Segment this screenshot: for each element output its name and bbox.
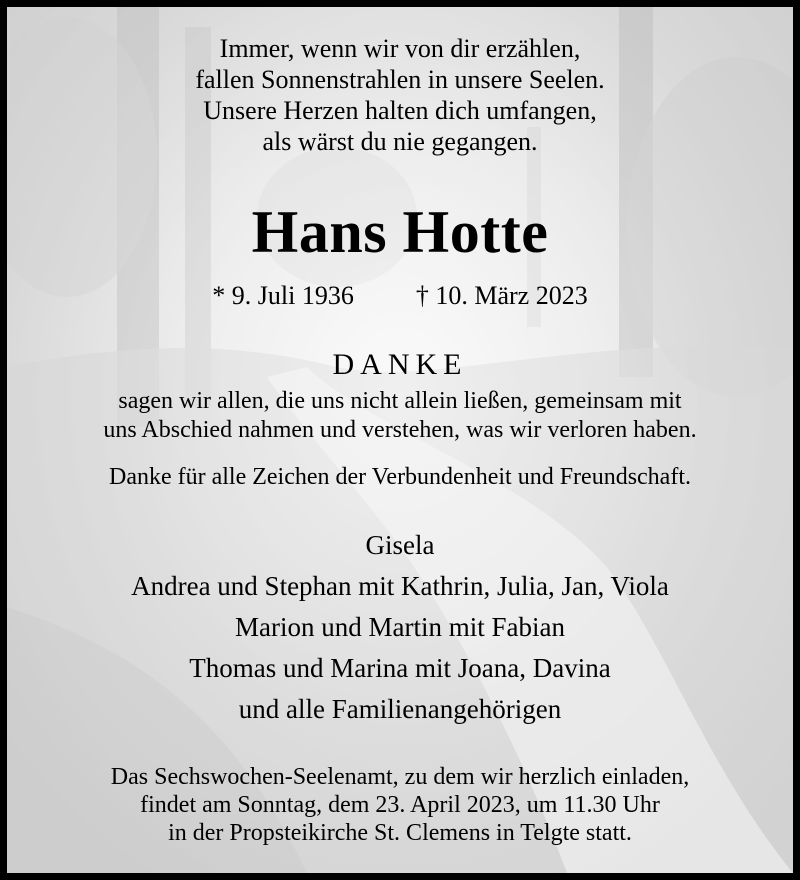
service-announcement: [7, 763, 793, 847]
thanks-line: uns Abschied nahmen und verstehen, was wir verloren haben.: [103, 417, 697, 443]
family-signatures: [7, 525, 793, 730]
family-line: Gisela: [365, 530, 435, 560]
death-date: † 10. März 2023: [415, 281, 588, 310]
family-line: Andrea und Stephan mit Kathrin, Julia, Jan, Viola: [131, 571, 669, 601]
family-line: Thomas und Marina mit Joana, Davina: [189, 653, 611, 683]
family-line: und alle Familienangehörigen: [238, 694, 562, 724]
poem-line: Immer, wenn wir von dir erzählen,: [219, 34, 581, 63]
deceased-name: Hans Hotte: [251, 199, 549, 265]
obituary-content: [7, 7, 793, 873]
poem-line: fallen Sonnenstrahlen in unsere Seelen.: [195, 65, 605, 94]
thanks-text: [7, 387, 793, 445]
poem-line: Unsere Herzen halten dich umfangen,: [203, 96, 597, 125]
memorial-poem: [7, 33, 793, 157]
poem-line: als wärst du nie gegangen.: [262, 127, 538, 156]
thanks-line: sagen wir allen, die uns nicht allein ließen, gemeinsam mit: [118, 388, 682, 414]
danke-heading: DANKE: [332, 348, 468, 381]
birth-date: * 9. Juli 1936: [212, 281, 354, 310]
service-line: in der Propsteikirche St. Clemens in Telgte statt.: [168, 820, 632, 846]
service-line: Das Sechswochen-Seelenamt, zu dem wir herzlich einladen,: [110, 764, 690, 790]
life-dates: [7, 281, 793, 311]
family-line: Marion und Martin mit Fabian: [235, 612, 565, 642]
thanks-friendship-text: Danke für alle Zeichen der Verbundenheit und Freundschaft.: [108, 464, 691, 490]
service-line: findet am Sonntag, dem 23. April 2023, um 11.30 Uhr: [140, 792, 660, 818]
